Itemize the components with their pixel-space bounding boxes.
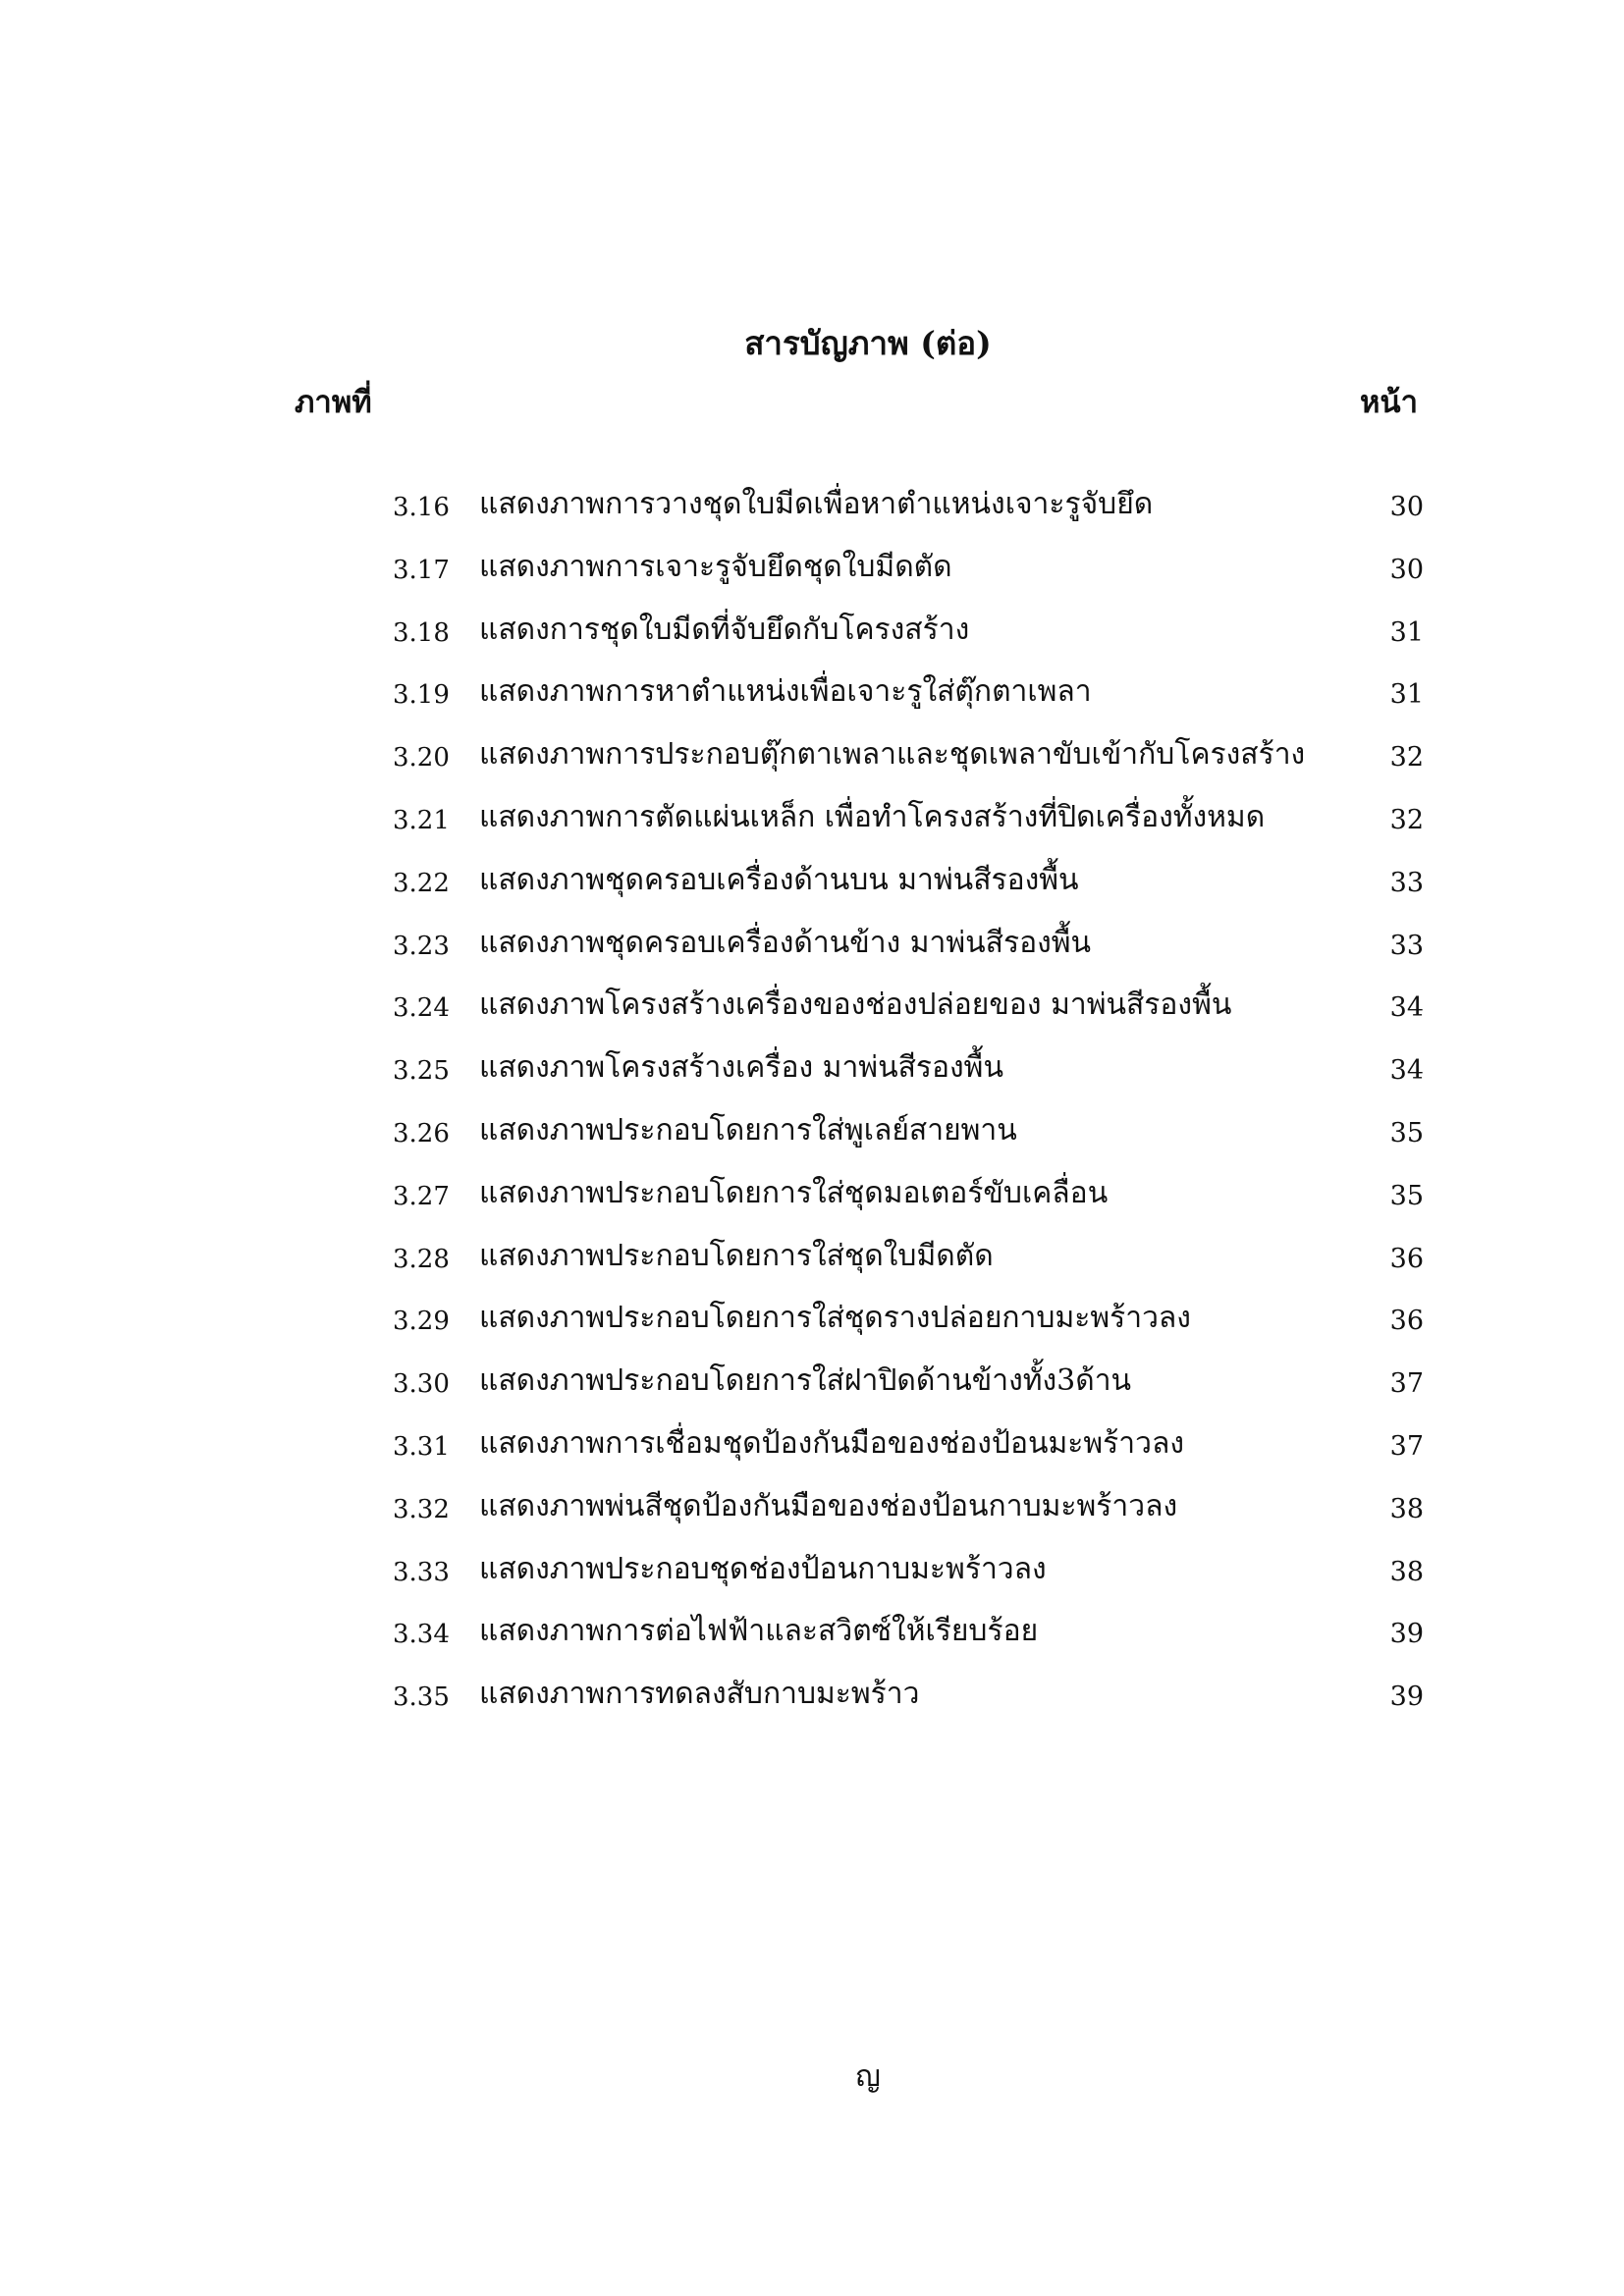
figure-caption: แสดงภาพการวางชุดใบมีดเพื่อหาตำแหน่งเจาะรูจับยึด <box>479 487 1154 521</box>
figure-number: 3.24 <box>393 993 450 1024</box>
figure-number: 3.29 <box>393 1307 450 1337</box>
figure-caption: แสดงภาพการเชื่อมชุดป้องกันมือของช่องป้อนมะพร้าวลง <box>479 1425 1184 1461</box>
list-item <box>0 859 1624 922</box>
figure-number: 3.33 <box>393 1557 450 1587</box>
list-item <box>0 546 1624 609</box>
list-item <box>0 483 1624 546</box>
list-item <box>0 1109 1624 1172</box>
list-item <box>0 1297 1624 1360</box>
figure-number: 3.31 <box>393 1431 450 1462</box>
figure-caption: แสดงภาพการตัดแผ่นเหล็ก เพื่อทำโครงสร้างที่ปิดเครื่องทั้งหมด <box>479 799 1266 834</box>
list-item <box>0 1172 1624 1235</box>
figure-number: 3.21 <box>393 805 450 835</box>
figure-caption: แสดงภาพประกอบโดยการใส่ชุดใบมีดตัด <box>479 1238 994 1273</box>
page-number: 32 <box>1389 742 1424 774</box>
page-number: 39 <box>1389 1682 1424 1713</box>
figure-caption: แสดงภาพชุดครอบเครื่องด้านบน มาพ่นสีรองพื้น <box>479 862 1079 897</box>
figure-number-column-header: ภาพที่ <box>295 385 372 420</box>
figure-number: 3.18 <box>393 617 450 648</box>
list-item <box>0 1548 1624 1611</box>
list-item <box>0 1360 1624 1422</box>
list-item <box>0 670 1624 733</box>
figure-number: 3.28 <box>393 1244 450 1274</box>
list-item <box>0 609 1624 671</box>
figure-number: 3.35 <box>393 1682 450 1713</box>
list-item <box>0 796 1624 859</box>
page-number: 36 <box>1389 1306 1424 1337</box>
figure-caption: แสดงภาพการเจาะรูจับยึดชุดใบมีดตัด <box>479 549 952 584</box>
page-number: 35 <box>1389 1180 1424 1211</box>
page-number: 32 <box>1389 804 1424 835</box>
figure-number: 3.16 <box>393 493 450 522</box>
list-item <box>0 733 1624 796</box>
figure-number: 3.17 <box>393 555 450 585</box>
figure-number: 3.25 <box>393 1056 450 1087</box>
figure-number: 3.30 <box>393 1369 450 1400</box>
page-number: 31 <box>1389 679 1424 711</box>
figure-caption: แสดงภาพพ่นสีชุดป้องกันมือของช่องป้อนกาบมะพร้าวลง <box>479 1488 1178 1523</box>
figure-caption: แสดงภาพการหาตำแหน่งเพื่อเจาะรูใส่ตุ๊กตาเพลา <box>479 674 1092 710</box>
figure-caption: แสดงภาพชุดครอบเครื่องด้านข้าง มาพ่นสีรองพื้น <box>479 925 1092 960</box>
list-item <box>0 1485 1624 1548</box>
page-number: 33 <box>1389 930 1424 961</box>
figure-number: 3.20 <box>393 743 450 774</box>
page-number: 37 <box>1389 1430 1424 1462</box>
figure-caption: แสดงภาพประกอบโดยการใส่ฝาปิดด้านข้างทั้ง3ด้าน <box>479 1363 1132 1399</box>
figure-number: 3.32 <box>393 1494 450 1524</box>
page-number: 30 <box>1389 492 1424 522</box>
figure-caption: แสดงภาพการต่อไฟฟ้าและสวิตซ์ให้เรียบร้อย <box>479 1614 1039 1649</box>
figure-number: 3.27 <box>393 1181 450 1211</box>
list-item <box>0 1673 1624 1735</box>
figure-caption: แสดงภาพโครงสร้างเครื่องของช่องปล่อยของ มาพ่นสีรองพื้น <box>479 988 1232 1023</box>
figure-caption: แสดงภาพโครงสร้างเครื่อง มาพ่นสีรองพื้น <box>479 1050 1003 1086</box>
figure-number: 3.19 <box>393 680 450 711</box>
page-number: 36 <box>1389 1243 1424 1274</box>
list-item <box>0 1610 1624 1673</box>
figure-caption: แสดงภาพประกอบโดยการใส่พูเลย์สายพาน <box>479 1112 1017 1148</box>
page-number: 31 <box>1389 616 1424 648</box>
figure-number: 3.23 <box>393 931 450 961</box>
figure-caption: แสดงภาพประกอบชุดช่องป้อนกาบมะพร้าวลง <box>479 1551 1047 1586</box>
figure-caption: แสดงภาพการประกอบตุ๊กตาเพลาและชุดเพลาขับเข้ากับโครงสร้าง <box>479 737 1306 773</box>
page-number: 37 <box>1389 1368 1424 1400</box>
figure-caption: แสดงภาพประกอบโดยการใส่ชุดมอเตอร์ขับเคลื่อน <box>479 1175 1109 1210</box>
list-item <box>0 1046 1624 1109</box>
figure-caption: แสดงภาพการทดลงสับกาบมะพร้าว <box>479 1677 920 1712</box>
page-column-header: หน้า <box>1359 385 1418 420</box>
figure-number: 3.26 <box>393 1118 450 1148</box>
figure-number: 3.34 <box>393 1620 450 1650</box>
page-title: สารบัญภาพ (ต่อ) <box>744 324 992 362</box>
list-item <box>0 1235 1624 1298</box>
page-number: 38 <box>1389 1493 1424 1524</box>
page-number: 33 <box>1389 867 1424 898</box>
list-item <box>0 984 1624 1046</box>
page-number: 39 <box>1389 1619 1424 1650</box>
figure-list <box>0 483 1624 1735</box>
page-number: 35 <box>1389 1117 1424 1148</box>
figure-caption: แสดงการชุดใบมีดที่จับยึดกับโครงสร้าง <box>479 612 970 647</box>
page-number: 34 <box>1389 1055 1424 1087</box>
list-item <box>0 1422 1624 1485</box>
page-marker: ญ <box>855 2059 881 2094</box>
page-number: 38 <box>1389 1556 1424 1587</box>
figure-caption: แสดงภาพประกอบโดยการใส่ชุดรางปล่อยกาบมะพร้าวลง <box>479 1301 1191 1336</box>
list-item <box>0 922 1624 985</box>
page-number: 34 <box>1389 992 1424 1024</box>
figure-number: 3.22 <box>393 868 450 898</box>
page-number: 30 <box>1389 554 1424 585</box>
